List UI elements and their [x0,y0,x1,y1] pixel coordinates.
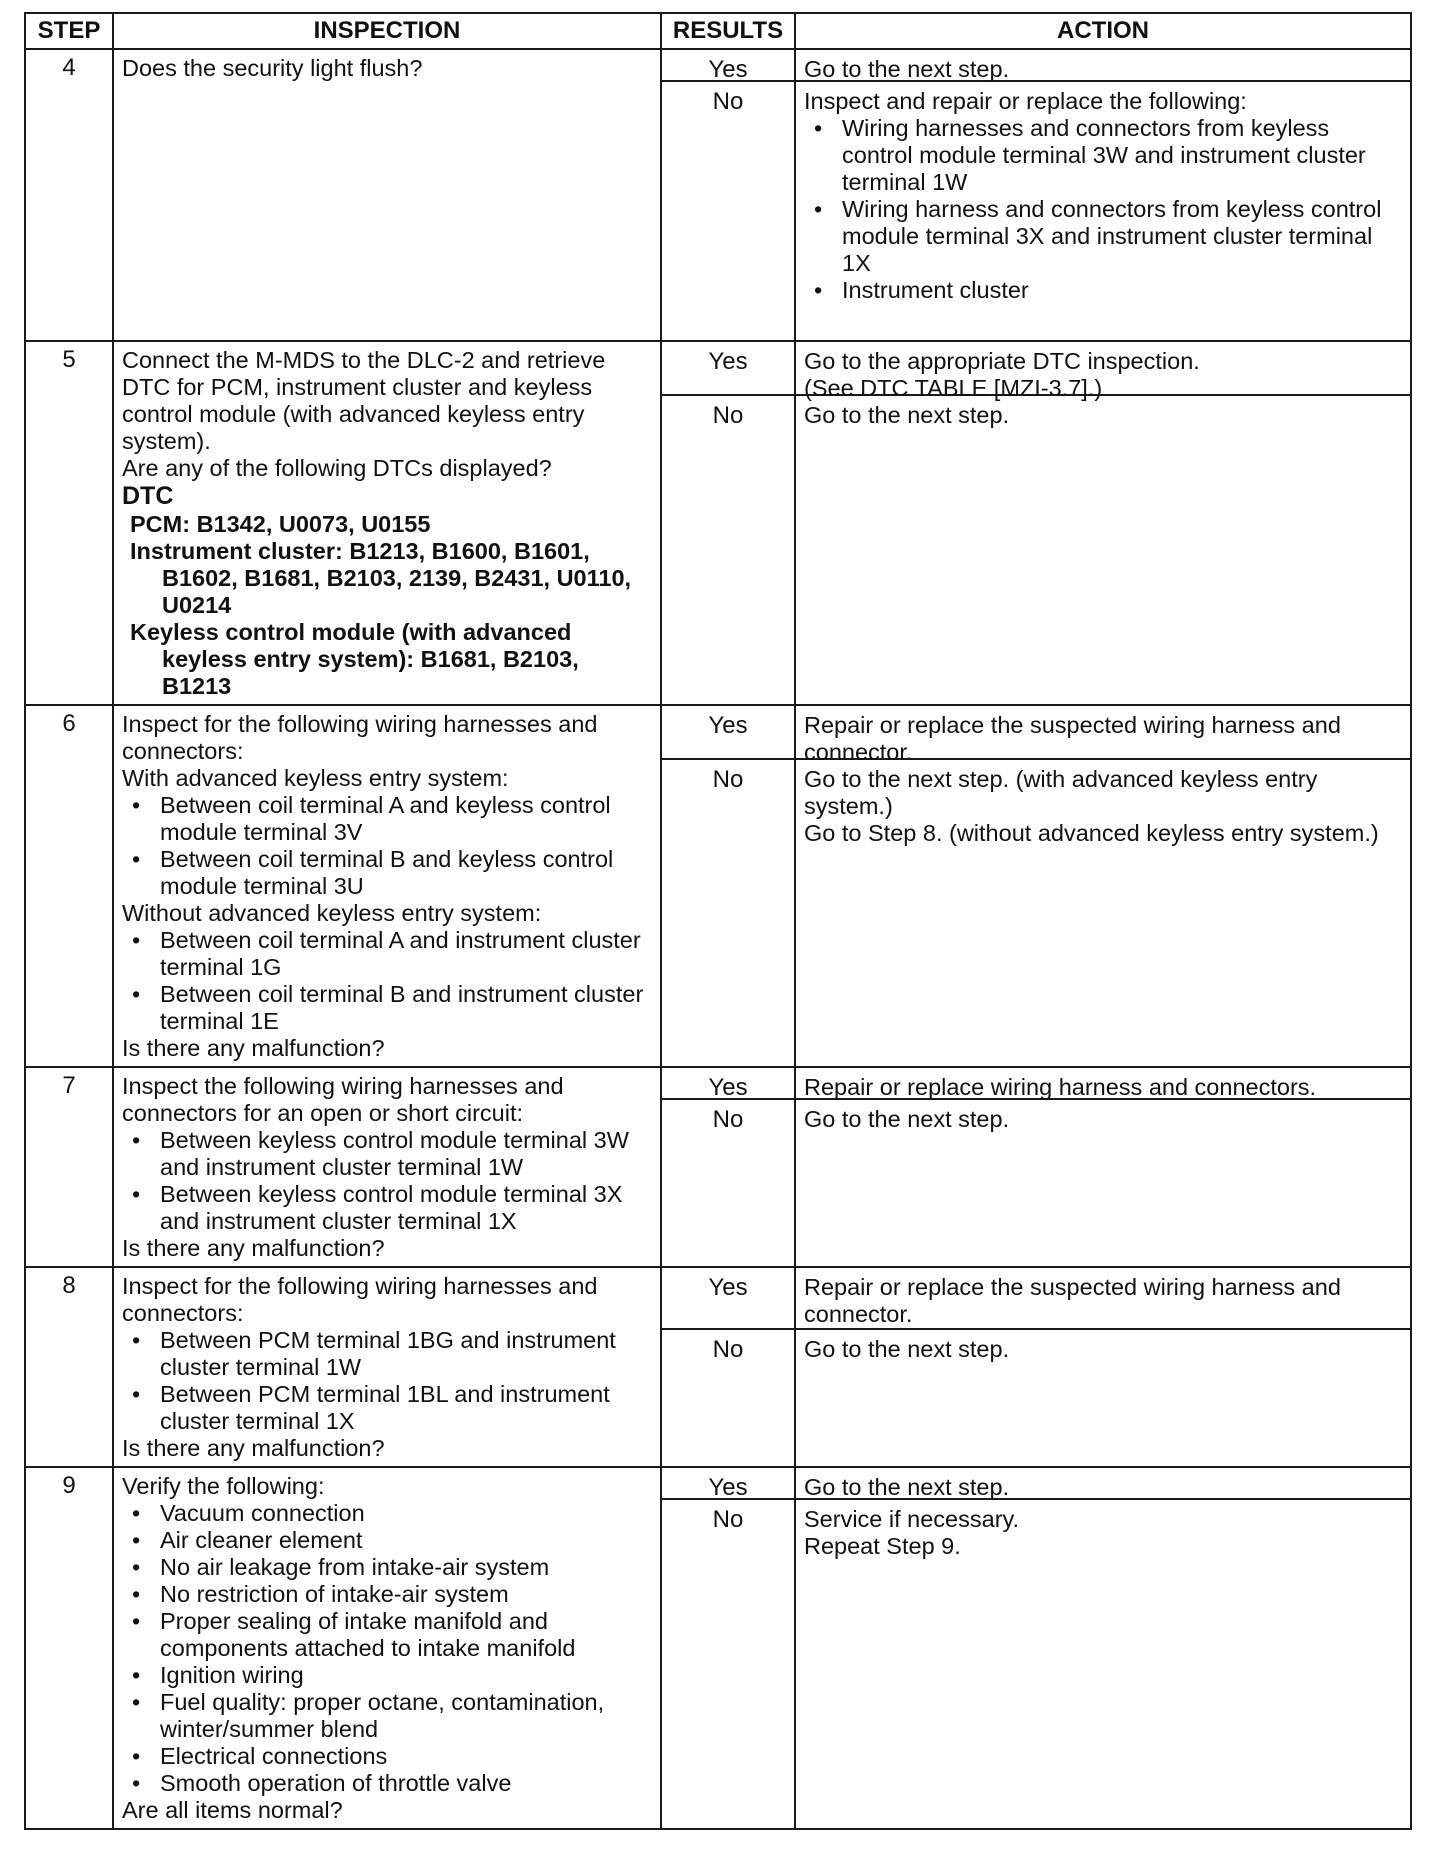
list-item: • Instrument cluster [842,277,1402,304]
list-item: • Between coil terminal A and instrument cluster terminal 1G [160,927,652,981]
inspection-bullet-list [122,792,652,900]
list-item: • Between coil terminal B and keyless control module terminal 3U [160,846,652,900]
header-row [25,13,1411,49]
list-item: • Wiring harnesses and connectors from keyless control module terminal 3W and instrument cluster terminal 1W [842,115,1402,196]
inspection-text: Inspect for the following wiring harnesses and connectors: [122,711,598,764]
inspection-bullet-list [122,1500,652,1797]
action-text: Go to the next step. [804,1474,1010,1500]
action-text: Repair or replace wiring harness and connectors. [804,1074,1317,1100]
action-text: Service if necessary. [804,1506,1020,1532]
table-row [25,1267,1411,1467]
action-text: Repair or replace the suspected wiring harness and connector. [804,1274,1341,1327]
action-yes [796,342,1410,401]
action-text: Inspect and repair or replace the following: [804,88,1247,114]
action-no [796,760,1410,847]
list-item: • Fuel quality: proper octane, contamination, winter/summer blend [160,1689,652,1743]
action-text: Go to the next step. (with advanced keyless entry system.) [804,766,1318,819]
action-yes [796,1468,1410,1500]
dtc-heading: DTC [122,482,174,510]
dtc-line: PCM: B1342, U0073, U0155 [130,511,431,537]
action-yes [796,1268,1410,1330]
results-cell [661,1267,795,1467]
result-yes: Yes [662,1268,794,1330]
result-yes: Yes [662,342,794,396]
action-cell [795,49,1411,341]
result-yes: Yes [662,706,794,760]
action-no [796,1500,1410,1560]
list-item: • Between keyless control module terminal 3X and instrument cluster terminal 1X [160,1181,652,1235]
inspection-cell [113,1467,661,1829]
inspection-question: Is there any malfunction? [122,1035,385,1061]
action-text: Repeat Step 9. [804,1533,961,1559]
action-text: Go to the next step. [804,1106,1010,1132]
header-step: STEP [25,13,113,49]
action-text: Go to the next step. [804,1336,1010,1362]
step-number: 6 [25,705,113,1067]
list-item: • Between PCM terminal 1BG and instrument cluster terminal 1W [160,1327,652,1381]
inspection-question: Is there any malfunction? [122,1435,385,1461]
result-no: No [712,402,744,429]
table-row [25,341,1411,705]
list-item: • Ignition wiring [160,1662,652,1689]
action-text: (See DTC TABLE [MZI-3.7].) [804,375,1103,401]
inspection-text: Connect the M-MDS to the DLC-2 and retrieve DTC for PCM, instrument cluster and keyless control module (with advanced keyless entry system). [122,347,606,454]
action-no [796,82,1410,304]
action-text: Go to the next step. [804,56,1010,82]
action-yes [796,706,1410,765]
inspection-cell [113,705,661,1067]
inspection-text: Inspect the following wiring harnesses and connectors for an open or short circuit: [122,1073,564,1126]
action-cell [795,1067,1411,1267]
action-text: Repair or replace the suspected wiring harness and connector. [804,712,1341,765]
table-row [25,1067,1411,1267]
result-no: No [712,88,744,115]
step-number: 7 [25,1067,113,1267]
action-text: Go to the next step. [804,402,1010,428]
action-bullet-list [804,115,1402,304]
header-inspection: INSPECTION [113,13,661,49]
list-item: • Smooth operation of throttle valve [160,1770,652,1797]
results-cell [661,1467,795,1829]
action-yes [796,50,1410,82]
inspection-question: Are all items normal? [122,1797,343,1823]
action-yes [796,1068,1410,1100]
dtc-line: Keyless control module (with advanced keyless entry system): B1681, B2103, B1213 [130,619,579,699]
inspection-cell [113,1267,661,1467]
table-row [25,1467,1411,1829]
list-item: • Between PCM terminal 1BL and instrument cluster terminal 1X [160,1381,652,1435]
action-no [796,1330,1410,1363]
results-cell [661,341,795,705]
result-yes: Yes [662,50,794,82]
results-cell [661,705,795,1067]
inspection-group-title: With advanced keyless entry system: [122,765,509,791]
list-item: • Electrical connections [160,1743,652,1770]
dtc-line: Instrument cluster: B1213, B1600, B1601, B1602, B1681, B2103, 2139, B2431, U0110, U0214 [130,538,632,618]
inspection-text: Verify the following: [122,1473,325,1499]
result-yes: Yes [662,1068,794,1100]
inspection-bullet-list [122,1127,652,1235]
inspection-question: Is there any malfunction? [122,1235,385,1261]
step-number: 5 [25,341,113,705]
results-cell [661,1067,795,1267]
list-item: • Wiring harness and connectors from keyless control module terminal 3X and instrument cluster terminal 1X [842,196,1402,277]
result-no: No [712,1506,744,1533]
action-cell [795,705,1411,1067]
header-results: RESULTS [661,13,795,49]
inspection-cell [113,341,661,705]
inspection-cell [113,1067,661,1267]
result-no: No [712,1106,744,1133]
step-number: 4 [25,49,113,341]
inspection-cell [113,49,661,341]
inspection-text: Does the security light flush? [122,55,423,81]
list-item: • Air cleaner element [160,1527,652,1554]
result-no: No [712,1336,744,1363]
inspection-bullet-list [122,1327,652,1435]
list-item: • No restriction of intake-air system [160,1581,652,1608]
action-no [796,1100,1410,1133]
inspection-text: Inspect for the following wiring harnesses and connectors: [122,1273,598,1326]
action-cell [795,341,1411,705]
action-text: Go to the appropriate DTC inspection. [804,348,1200,374]
step-number: 8 [25,1267,113,1467]
list-item: • Between coil terminal A and keyless control module terminal 3V [160,792,652,846]
results-cell [661,49,795,341]
list-item: • No air leakage from intake-air system [160,1554,652,1581]
list-item: • Proper sealing of intake manifold and components attached to intake manifold [160,1608,652,1662]
list-item: • Between keyless control module terminal 3W and instrument cluster terminal 1W [160,1127,652,1181]
action-cell [795,1267,1411,1467]
result-yes: Yes [662,1468,794,1500]
action-text: Go to Step 8. (without advanced keyless entry system.) [804,820,1379,846]
step-number: 9 [25,1467,113,1829]
result-no: No [712,766,744,793]
list-item: • Vacuum connection [160,1500,652,1527]
inspection-bullet-list [122,927,652,1035]
diagnostic-table [24,12,1412,1830]
inspection-group-title: Without advanced keyless entry system: [122,900,542,926]
table-row [25,49,1411,341]
inspection-question: Are any of the following DTCs displayed? [122,455,552,481]
header-action: ACTION [795,13,1411,49]
action-cell [795,1467,1411,1829]
list-item: • Between coil terminal B and instrument cluster terminal 1E [160,981,652,1035]
table-row [25,705,1411,1067]
